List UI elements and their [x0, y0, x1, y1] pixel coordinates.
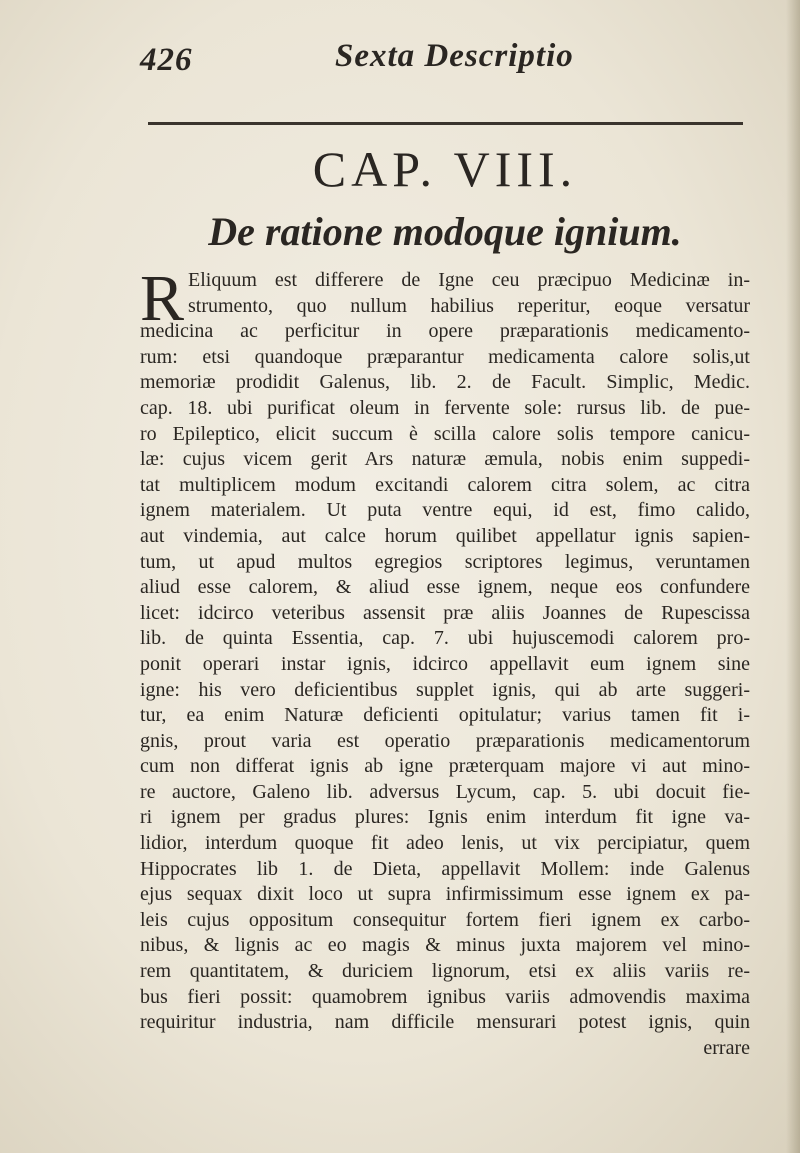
running-title: Sexta Descriptio — [335, 38, 574, 74]
text-line: tat multiplicem modum excitandi calorem citra solem, ac citra — [140, 473, 750, 496]
text-line: aliud esse calorem, & aliud esse ignem, neque eos confundere — [140, 576, 750, 599]
text-line: Eliquum est differere de Igne ceu præcipuo Medicinæ in- — [188, 269, 750, 291]
chapter-subtitle: De ratione modoque ignium. — [208, 209, 682, 254]
running-head — [140, 38, 700, 90]
text-line: lib. de quinta Essentia, cap. 7. ubi hujuscemodi calorem pro- — [140, 627, 750, 650]
page-number: 426 — [140, 42, 193, 78]
text-line: ri ignem per gradus plures: Ignis enim interdum fit igne va- — [140, 806, 750, 829]
text-line: strumento, quo nullum habilius reperitur, eoque versatur — [188, 294, 750, 317]
text-line: gnis, prout varia est operatio præparationis medicamentorum — [140, 729, 750, 752]
text-line: memoriæ prodidit Galenus, lib. 2. de Facult. Simplic, Medic. — [140, 371, 750, 394]
text-line: rum: etsi quandoque præparantur medicamenta calore solis,ut — [140, 345, 750, 368]
text-line: licet: idcirco veteribus assensit præ aliis Joannes de Rupescissa — [140, 601, 750, 624]
text-line: læ: cujus vicem gerit Ars naturæ æmula, nobis enim suppedi- — [140, 448, 750, 471]
text-line: ponit operari instar ignis, idcirco appellavit eum ignem sine — [140, 652, 750, 675]
text-line: medicina ac perficitur in opere præparationis medicamento- — [140, 320, 750, 343]
text-line: leis cujus oppositum consequitur fortem fieri ignem ex carbo- — [140, 908, 750, 931]
text-line: cap. 18. ubi purificat oleum in fervente sole: rursus lib. de pue- — [140, 396, 750, 419]
text-line: ejus sequax dixit loco ut supra infirmissimum esse ignem ex pa- — [140, 883, 750, 906]
body-text — [140, 262, 750, 1061]
catchword: errare — [703, 1036, 750, 1059]
text-line: aut vindemia, aut calce horum quilibet appellatur ignis sapien- — [140, 524, 750, 547]
text-line: tur, ea enim Naturæ deficienti opitulatur; varius tamen fit i- — [140, 704, 750, 727]
chapter-heading: CAP. VIII. — [312, 141, 578, 197]
text-line: igne: his vero deficientibus supplet ignis, qui ab arte suggeri- — [140, 678, 750, 701]
drop-cap: R — [140, 262, 185, 335]
page-edge-shadow — [786, 0, 800, 1153]
text-line: tum, ut apud multos egregios scriptores legimus, veruntamen — [140, 550, 750, 573]
text-line: rem quantitatem, & duriciem lignorum, etsi ex aliis variis re- — [140, 960, 750, 983]
text-line: bus fieri possit: quamobrem ignibus variis admovendis maxima — [140, 985, 750, 1008]
text-line: ro Epileptico, elicit succum è scilla calore solis tempore canicu- — [140, 422, 750, 445]
text-line: requiritur industria, nam difficile mensurari potest ignis, quin — [140, 1011, 750, 1034]
header-rule — [148, 122, 743, 125]
text-line: lidior, interdum quoque fit adeo lenis, ut vix percipiatur, quem — [140, 832, 750, 855]
text-line: cum non differat ignis ab igne præterquam majore vi aut mino- — [140, 755, 750, 778]
text-line: ignem materialem. Ut puta ventre equi, id est, fimo calido, — [140, 499, 750, 522]
text-line: re auctore, Galeno lib. adversus Lycum, cap. 5. ubi docuit fie- — [140, 780, 750, 803]
text-line: nibus, & lignis ac eo magis & minus juxta majorem vel mino- — [140, 934, 750, 957]
text-line: Hippocrates lib 1. de Dieta, appellavit Mollem: inde Galenus — [140, 857, 750, 880]
